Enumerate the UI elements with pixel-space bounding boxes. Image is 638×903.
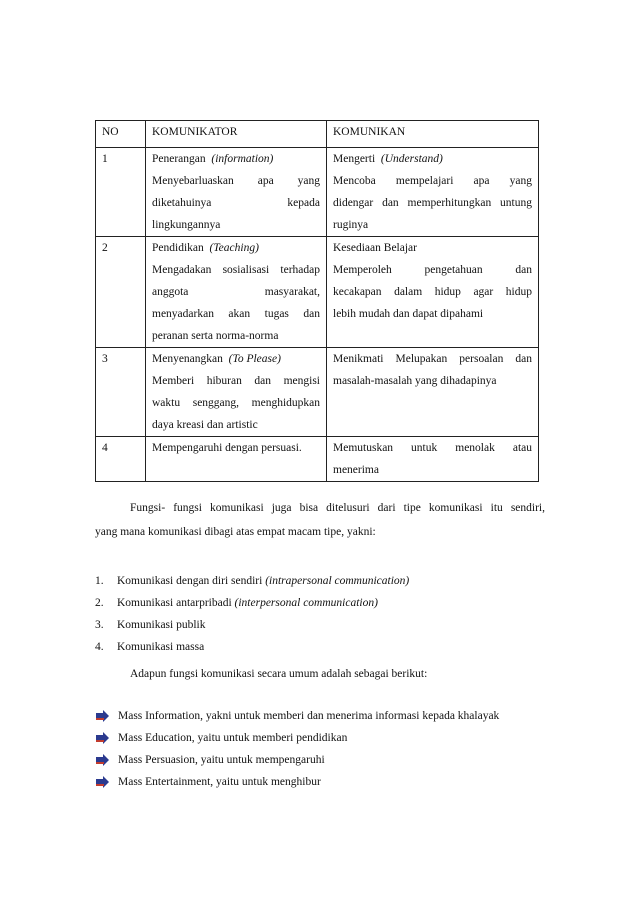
paragraph-line: yang mana komunikasi dibagi atas empat macam tipe, yakni: (95, 526, 376, 538)
komunikator-cell (146, 237, 327, 348)
komunikan-line: masalah-masalah yang dihadapinya (333, 375, 497, 387)
komunikator-line: lingkungannya (152, 219, 221, 231)
komunikator-cell (146, 148, 327, 237)
arrow-bullet-icon (95, 732, 109, 744)
komunikan-cell (327, 148, 539, 237)
paragraph-line: Adapun fungsi komunikasi secara umum adalah sebagai berikut: (130, 668, 428, 680)
list-item: 4. Komunikasi massa (95, 641, 205, 653)
komunikator-line: daya kreasi dan artistic (152, 419, 258, 431)
list-item: 2. Komunikasi antarpribadi (interpersonal communication) (95, 597, 378, 609)
header-komunikator: KOMUNIKATOR (146, 121, 327, 148)
list-item: Mass Education, yaitu untuk memberi pendidikan (95, 727, 499, 749)
komunikator-line: waktu senggang, menghidupkan (152, 397, 320, 409)
table-row (96, 148, 539, 237)
komunikator-line: anggota masyarakat, (152, 286, 320, 298)
list-item: Mass Entertainment, yaitu untuk menghibur (95, 771, 499, 793)
komunikator-line: Mengadakan sosialisasi terhadap (152, 264, 320, 276)
komunikator-line: Memberi hiburan dan mengisi (152, 375, 320, 387)
communication-types-list (95, 570, 409, 658)
communication-function-table (95, 120, 539, 482)
list-item: Mass Information, yakni untuk memberi dan menerima informasi kepada khalayak (95, 705, 499, 727)
komunikan-line: kecakapan dalam hidup agar hidup (333, 286, 532, 298)
komunikator-title: Penerangan (information) (152, 153, 274, 165)
arrow-bullet-icon (95, 776, 109, 788)
row-number: 2 (96, 237, 146, 348)
header-komunikan: KOMUNIKAN (327, 121, 539, 148)
komunikan-title: Kesediaan Belajar (333, 242, 417, 254)
komunikan-line: Mencoba mempelajari apa yang (333, 175, 532, 187)
komunikan-line: didengar dan memperhitungkan untung (333, 197, 532, 209)
row-number: 4 (96, 437, 146, 482)
arrow-bullet-icon (95, 754, 109, 766)
komunikan-cell (327, 437, 539, 482)
row-number: 3 (96, 348, 146, 437)
mass-functions-list (95, 705, 499, 793)
komunikator-cell (146, 348, 327, 437)
list-item: 1. Komunikasi dengan diri sendiri (intrapersonal communication) (95, 575, 410, 587)
table-row (96, 237, 539, 348)
table-row (96, 348, 539, 437)
komunikan-line: Memperoleh pengetahuan dan (333, 264, 532, 276)
komunikan-line: Memutuskan untuk menolak atau (333, 442, 532, 454)
komunikator-line: diketahuinya kepada (152, 197, 320, 209)
komunikan-cell (327, 348, 539, 437)
komunikan-line: Menikmati Melupakan persoalan dan (333, 353, 532, 365)
komunikator-line: menyadarkan akan tugas dan (152, 308, 320, 320)
arrow-bullet-icon (95, 710, 109, 722)
list-item: 3. Komunikasi publik (95, 619, 206, 631)
komunikan-title: Mengerti (Understand) (333, 153, 443, 165)
komunikator-title: Pendidikan (Teaching) (152, 242, 259, 254)
komunikator-cell (146, 437, 327, 482)
komunikan-line: ruginya (333, 219, 369, 231)
komunikator-line: peranan serta norma-norma (152, 330, 279, 342)
komunikator-title: Menyenangkan (To Please) (152, 353, 281, 365)
header-no: NO (96, 121, 146, 148)
table-row (96, 437, 539, 482)
row-number: 1 (96, 148, 146, 237)
list-item: Mass Persuasion, yaitu untuk mempengaruhi (95, 749, 499, 771)
table-header-row (96, 121, 539, 148)
paragraph-line: Fungsi- fungsi komunikasi juga bisa ditelusuri dari tipe komunikasi itu sendiri, (130, 502, 545, 514)
komunikator-line: Menyebarluaskan apa yang (152, 175, 320, 187)
komunikan-line: menerima (333, 464, 379, 476)
komunikan-line: lebih mudah dan dapat dipahami (333, 308, 484, 320)
komunikator-title: Mempengaruhi dengan persuasi. (152, 442, 302, 454)
komunikan-cell (327, 237, 539, 348)
